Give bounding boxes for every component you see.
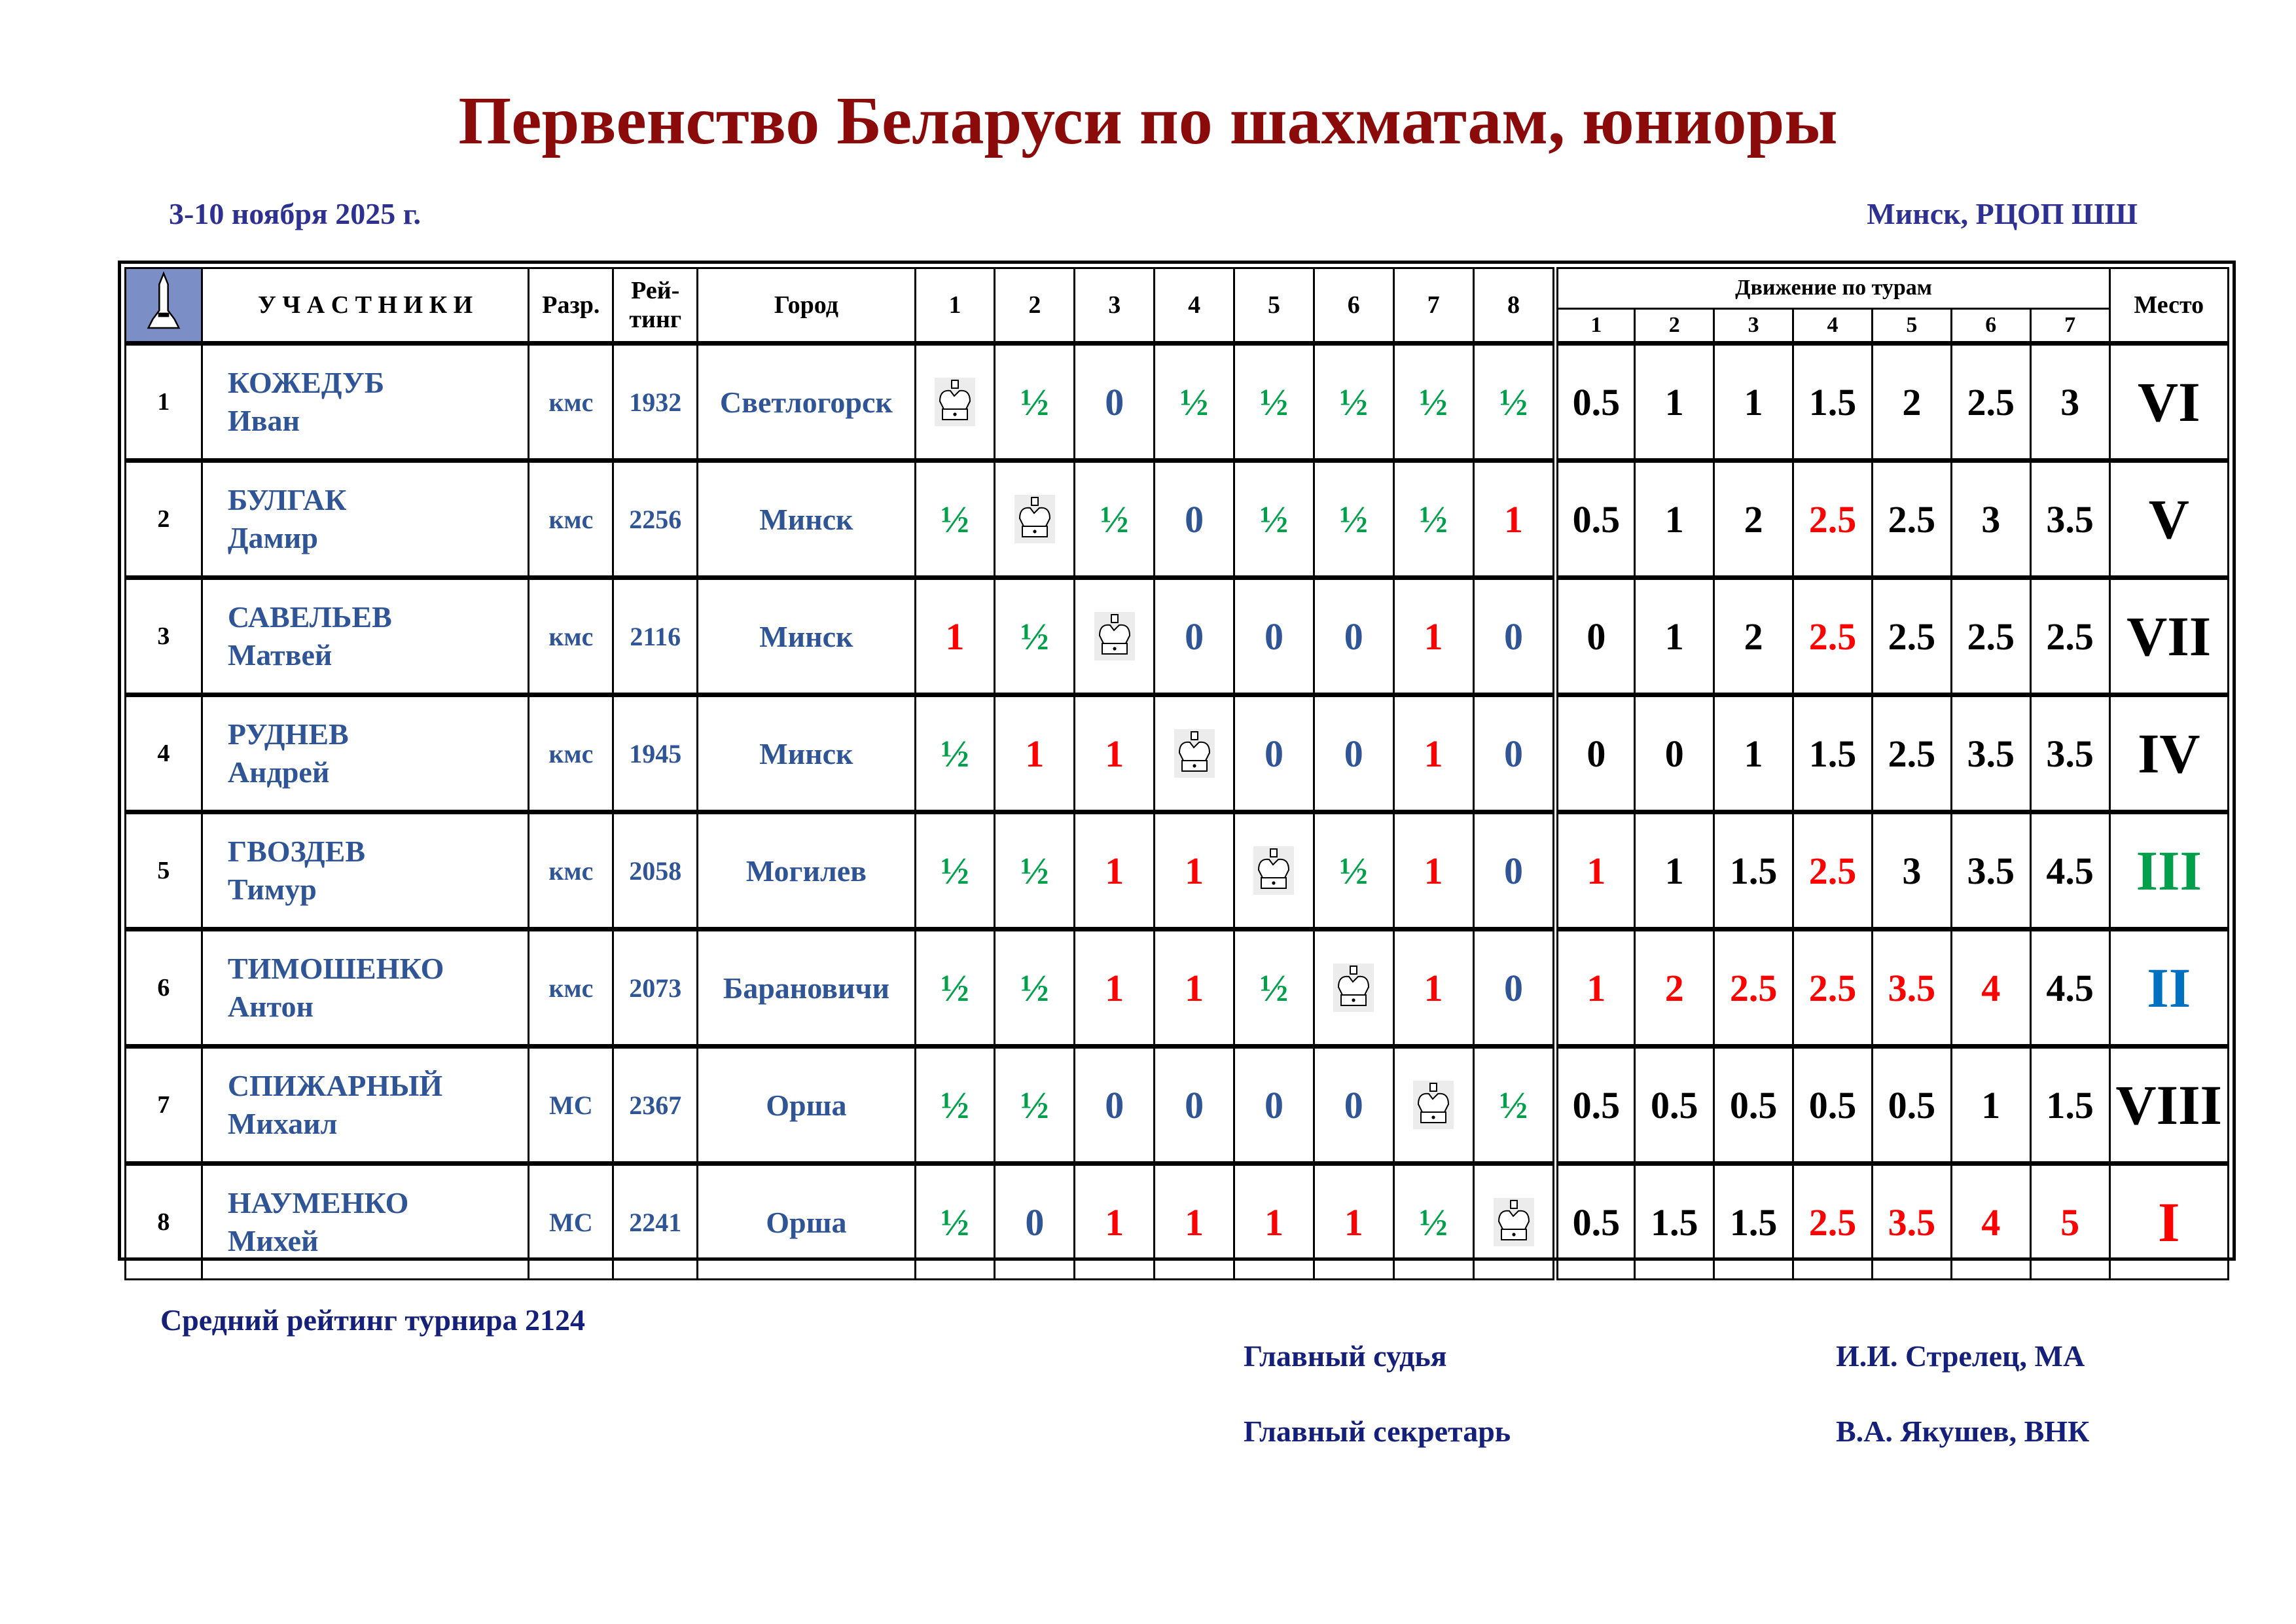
chief-secretary-label: Главный секретарь [1244,1415,1511,1448]
round-progress: 2.5 [1872,578,1951,695]
round-progress: 2.5 [1793,1164,1873,1280]
col-round-2: 2 [1635,308,1714,343]
game-result: ½ [1393,344,1473,461]
player-rating: 2241 [613,1164,698,1280]
player-row [126,1164,2229,1280]
player-firstname: Дамир [227,521,318,554]
chess-bishop-icon [126,268,202,344]
round-progress: 1.5 [1793,344,1873,461]
player-firstname: Михаил [227,1107,338,1140]
game-result: 1 [1075,929,1155,1047]
chief-secretary-name: В.А. Якушев, ВНК [1836,1415,2090,1448]
player-city: Минск [698,695,915,812]
game-result: ½ [995,578,1075,695]
average-rating: Средний рейтинг турнира 2124 [160,1303,586,1337]
player-name [202,344,529,461]
round-progress: 2.5 [1793,461,1873,578]
player-rating: 2058 [613,812,698,929]
round-progress: 3.5 [1872,1164,1951,1280]
round-progress: 2.5 [1793,929,1873,1047]
round-progress: 1 [1635,344,1714,461]
round-progress: 1.5 [1635,1164,1714,1280]
round-progress: 1.5 [1793,695,1873,812]
player-place: VIII [2109,1047,2228,1164]
round-progress: 3.5 [2030,461,2109,578]
player-place: V [2109,461,2228,578]
chess-king-icon [1094,612,1135,660]
game-result: 1 [1393,695,1473,812]
player-place: VI [2109,344,2228,461]
player-row [126,812,2229,929]
player-number: 2 [126,461,202,578]
col-round-6: 6 [1951,308,2030,343]
player-city: Минск [698,578,915,695]
round-progress: 3 [1872,812,1951,929]
round-progress: 2.5 [2030,578,2109,695]
self-cell [1314,929,1393,1047]
round-progress: 0.5 [1556,344,1635,461]
game-result: 0 [1473,578,1556,695]
round-progress: 1.5 [1714,812,1793,929]
round-progress: 4 [1951,1164,2030,1280]
chess-king-icon [1494,1198,1534,1246]
player-name [202,1164,529,1280]
game-result: 1 [995,695,1075,812]
game-result: 0 [995,1164,1075,1280]
player-number: 7 [126,1047,202,1164]
chess-king-icon [935,378,975,426]
player-number: 3 [126,578,202,695]
round-progress: 2.5 [1714,929,1793,1047]
round-progress: 1 [1556,929,1635,1047]
player-city: Орша [698,1047,915,1164]
game-result: 0 [1473,812,1556,929]
game-result: ½ [1155,344,1234,461]
player-rank: МС [529,1164,613,1280]
game-result: ½ [1314,461,1393,578]
col-round-7: 7 [2030,308,2109,343]
chess-king-icon [1253,846,1294,895]
round-progress: 2.5 [1872,461,1951,578]
game-result: ½ [995,929,1075,1047]
player-row [126,1047,2229,1164]
col-opp-8: 8 [1473,268,1556,344]
player-surname: ГВОЗДЕВ [227,835,366,868]
game-result: ½ [1314,344,1393,461]
player-rating: 2116 [613,578,698,695]
game-result: 1 [915,578,995,695]
game-result: 0 [1473,695,1556,812]
round-progress: 2.5 [1793,812,1873,929]
game-result: ½ [995,344,1075,461]
round-progress: 3.5 [1951,812,2030,929]
round-progress: 0.5 [1556,1164,1635,1280]
round-progress: 1.5 [2030,1047,2109,1164]
chief-judge-name: И.И. Стрелец, МА [1836,1339,2085,1373]
game-result: 0 [1234,1047,1314,1164]
col-progress-title: Движение по турам [1556,268,2109,309]
player-row [126,461,2229,578]
round-progress: 1 [1635,461,1714,578]
game-result: 0 [1075,1047,1155,1164]
round-progress: 1 [1635,578,1714,695]
chess-king-icon [1014,495,1055,543]
round-progress: 2 [1714,578,1793,695]
game-result: 1 [1075,1164,1155,1280]
round-progress: 3.5 [1872,929,1951,1047]
round-progress: 2.5 [1951,344,2030,461]
player-firstname: Михей [227,1224,319,1257]
game-result: 1 [1155,1164,1234,1280]
player-row [126,344,2229,461]
game-result: ½ [915,1164,995,1280]
col-opp-4: 4 [1155,268,1234,344]
player-rank: кмс [529,929,613,1047]
player-name [202,812,529,929]
round-progress: 4 [1951,929,2030,1047]
col-opp-2: 2 [995,268,1075,344]
player-rank: кмс [529,344,613,461]
round-progress: 2 [1872,344,1951,461]
round-progress: 0 [1635,695,1714,812]
game-result: ½ [1393,461,1473,578]
col-round-1: 1 [1556,308,1635,343]
round-progress: 3 [2030,344,2109,461]
player-surname: САВЕЛЬЕВ [227,600,392,634]
game-result: ½ [1473,344,1556,461]
col-opp-3: 3 [1075,268,1155,344]
round-progress: 1 [1714,344,1793,461]
round-progress: 1 [1635,812,1714,929]
col-opp-5: 5 [1234,268,1314,344]
round-progress: 3.5 [2030,695,2109,812]
chess-king-icon [1333,964,1374,1012]
self-cell [1075,578,1155,695]
chief-judge-label: Главный судья [1244,1339,1447,1373]
game-result: ½ [915,695,995,812]
player-rating: 2256 [613,461,698,578]
round-progress: 2 [1635,929,1714,1047]
col-place: Место [2109,268,2228,344]
player-city: Орша [698,1164,915,1280]
round-progress: 0.5 [1793,1047,1873,1164]
player-number: 1 [126,344,202,461]
player-surname: НАУМЕНКО [227,1186,409,1219]
game-result: 0 [1234,578,1314,695]
crosstable [118,261,2236,1261]
player-place: II [2109,929,2228,1047]
player-row [126,578,2229,695]
col-opp-7: 7 [1393,268,1473,344]
player-row [126,695,2229,812]
game-result: ½ [915,1047,995,1164]
round-progress: 0 [1556,578,1635,695]
game-result: 1 [1393,929,1473,1047]
self-cell [1155,695,1234,812]
game-result: ½ [915,812,995,929]
player-rating: 2073 [613,929,698,1047]
chess-king-icon [1413,1081,1454,1129]
player-name [202,578,529,695]
round-progress: 4.5 [2030,812,2109,929]
game-result: 1 [1393,578,1473,695]
player-rank: кмс [529,578,613,695]
player-surname: РУДНЕВ [227,717,349,751]
game-result: 0 [1234,695,1314,812]
game-result: ½ [1314,812,1393,929]
round-progress: 4.5 [2030,929,2109,1047]
player-firstname: Тимур [227,873,317,906]
player-name [202,695,529,812]
col-rating: Рей- тинг [613,268,698,344]
col-rank: Разр. [529,268,613,344]
game-result: ½ [915,929,995,1047]
player-surname: КОЖЕДУБ [227,366,385,399]
player-rank: кмс [529,461,613,578]
game-result: ½ [1473,1047,1556,1164]
game-result: 1 [1155,929,1234,1047]
chess-king-icon [1174,729,1215,778]
game-result: 0 [1314,1047,1393,1164]
game-result: 1 [1234,1164,1314,1280]
tournament-venue: Минск, РЦОП ШШ [1867,197,2138,230]
game-result: 0 [1314,695,1393,812]
col-participants: У Ч А С Т Н И К И [202,268,529,344]
player-rank: кмс [529,695,613,812]
game-result: ½ [995,1047,1075,1164]
player-rating: 1945 [613,695,698,812]
round-progress: 0.5 [1556,1047,1635,1164]
player-surname: БУЛГАК [227,483,347,516]
game-result: 0 [1155,578,1234,695]
game-result: ½ [995,812,1075,929]
player-city: Барановичи [698,929,915,1047]
game-result: ½ [1234,344,1314,461]
player-city: Могилев [698,812,915,929]
game-result: 1 [1473,461,1556,578]
game-result: ½ [1234,461,1314,578]
round-progress: 2.5 [1793,578,1873,695]
game-result: 0 [1314,578,1393,695]
player-place: I [2109,1164,2228,1280]
game-result: 1 [1393,812,1473,929]
game-result: 0 [1155,1047,1234,1164]
round-progress: 0.5 [1556,461,1635,578]
self-cell [995,461,1075,578]
player-firstname: Антон [227,990,314,1023]
tournament-dates: 3-10 ноября 2025 г. [169,197,422,230]
self-cell [1234,812,1314,929]
player-city: Минск [698,461,915,578]
round-progress: 1.5 [1714,1164,1793,1280]
player-row [126,929,2229,1047]
round-progress: 0.5 [1635,1047,1714,1164]
player-number: 6 [126,929,202,1047]
player-rank: МС [529,1047,613,1164]
player-rating: 2367 [613,1047,698,1164]
round-progress: 0.5 [1872,1047,1951,1164]
player-name [202,929,529,1047]
self-cell [1393,1047,1473,1164]
game-result: 1 [1314,1164,1393,1280]
game-result: ½ [915,461,995,578]
col-opp-6: 6 [1314,268,1393,344]
game-result: 1 [1155,812,1234,929]
player-surname: ТИМОШЕНКО [227,952,444,985]
player-number: 5 [126,812,202,929]
round-progress: 1 [1714,695,1793,812]
player-surname: СПИЖАРНЫЙ [227,1069,443,1102]
player-number: 4 [126,695,202,812]
player-number: 8 [126,1164,202,1280]
round-progress: 2.5 [1951,578,2030,695]
round-progress: 3.5 [1951,695,2030,812]
col-opp-1: 1 [915,268,995,344]
game-result: 1 [1075,812,1155,929]
round-progress: 0 [1556,695,1635,812]
round-progress: 2 [1714,461,1793,578]
self-cell [1473,1164,1556,1280]
game-result: 0 [1075,344,1155,461]
player-firstname: Иван [227,404,300,437]
round-progress: 3 [1951,461,2030,578]
player-place: IV [2109,695,2228,812]
player-city: Светлогорск [698,344,915,461]
game-result: 0 [1155,461,1234,578]
game-result: 1 [1075,695,1155,812]
game-result: 0 [1473,929,1556,1047]
game-result: ½ [1075,461,1155,578]
col-round-5: 5 [1872,308,1951,343]
col-city: Город [698,268,915,344]
col-round-3: 3 [1714,308,1793,343]
player-firstname: Андрей [227,755,330,789]
player-place: VII [2109,578,2228,695]
self-cell [915,344,995,461]
player-name [202,1047,529,1164]
page-title: Первенство Беларуси по шахматам, юниоры [458,83,1838,158]
player-place: III [2109,812,2228,929]
player-rating: 1932 [613,344,698,461]
game-result: ½ [1393,1164,1473,1280]
round-progress: 1 [1951,1047,2030,1164]
round-progress: 1 [1556,812,1635,929]
round-progress: 2.5 [1872,695,1951,812]
game-result: ½ [1234,929,1314,1047]
col-round-4: 4 [1793,308,1873,343]
round-progress: 5 [2030,1164,2109,1280]
player-firstname: Матвей [227,638,332,672]
player-name [202,461,529,578]
round-progress: 0.5 [1714,1047,1793,1164]
player-rank: кмс [529,812,613,929]
